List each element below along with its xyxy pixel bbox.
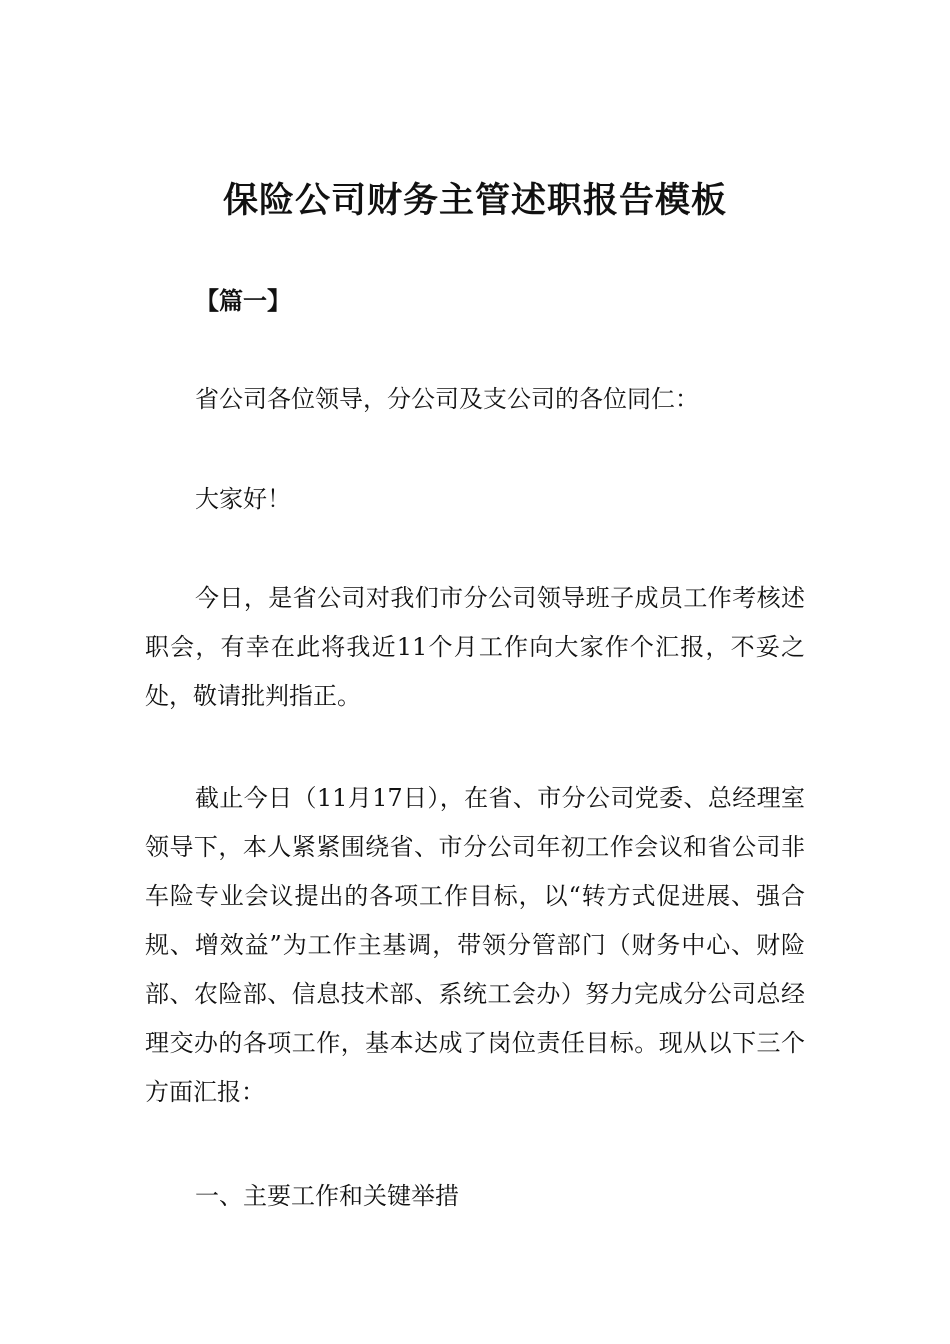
- section-label: 【篇一】: [195, 286, 291, 315]
- summary-paragraph: 截止今日（11月17日），在省、市分公司党委、总经理室领导下，本人紧紧围绕省、市分公司年初工作会议和省公司非车险专业会议提出的各项工作目标，以“转方式促进展、强合规、增效益”为工作主基调，带领分管部门（财务中心、财险部、农险部、信息技术部、系统工会办）努力完成分公司总经理交办的各项工作，基本达成了岗位责任目标。现从以下三个方面汇报：: [145, 784, 805, 1106]
- intro-paragraph: 今日，是省公司对我们市分公司领导班子成员工作考核述职会，有幸在此将我近11个月工作向大家作个汇报，不妥之处，敬请批判指正。: [145, 584, 805, 710]
- document-title: 保险公司财务主管述职报告模板: [222, 181, 727, 221]
- section-heading-1: 一、主要工作和关键举措: [195, 1182, 459, 1210]
- salutation-paragraph: 省公司各位领导，分公司及支公司的各位同仁：: [195, 385, 699, 413]
- greeting-paragraph: 大家好！: [195, 485, 291, 513]
